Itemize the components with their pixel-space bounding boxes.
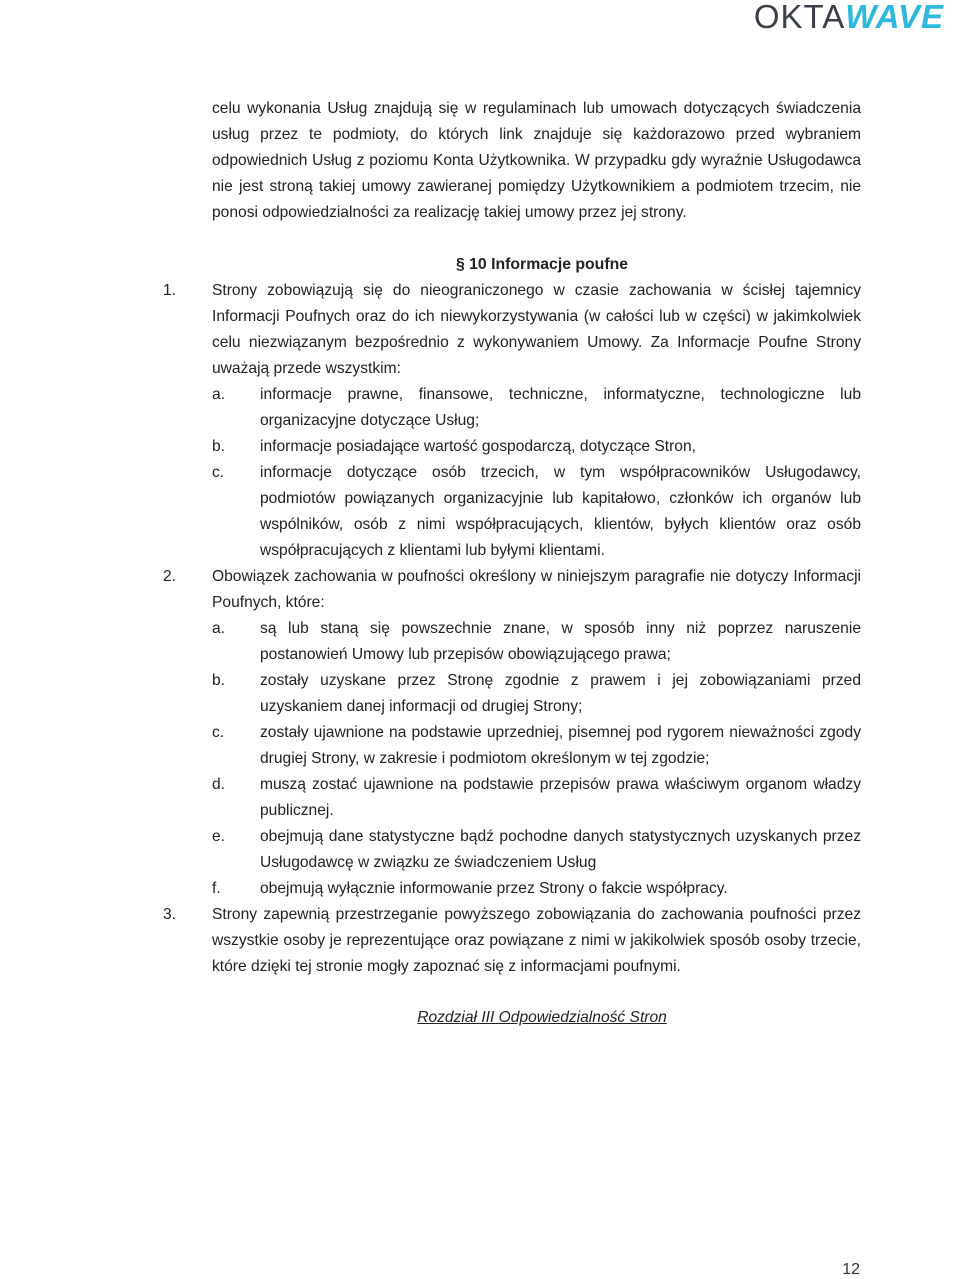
sub-item: [212, 460, 861, 564]
chapter-title: Rozdział III Odpowiedzialność Stron: [417, 1009, 667, 1026]
sub-item-text: informacje prawne, finansowe, techniczne, informatyczne, technologiczne lub organizacyjne dotyczące Usług;: [260, 386, 861, 429]
sub-item-text: zostały ujawnione na podstawie uprzedniej, pisemnej pod rygorem nieważności zgody drugiej Strony, w zakresie i podmiotom określonym w tej zgodzie;: [260, 724, 861, 767]
sub-item-letter: a.: [212, 620, 226, 637]
sub-item: [212, 434, 861, 460]
list-item: [163, 278, 861, 564]
item-number: 3.: [163, 906, 177, 923]
sub-item-text: informacje posiadające wartość gospodarczą, dotyczące Stron,: [260, 438, 696, 455]
oktawave-logo: [754, 0, 944, 34]
item-text: Obowiązek zachowania w poufności określony w niniejszym paragrafie nie dotyczy Informacji Poufnych, które:: [212, 568, 861, 611]
item-number: 2.: [163, 568, 177, 585]
intro-paragraph: celu wykonania Usług znajdują się w regulaminach lub umowach dotyczących świadczenia usług przez te podmioty, do których link znajduje się każdorazowo przed wybraniem odpowiednich Usług z poziomu Konta Użytkownika. W przypadku gdy wyraźnie Usługodawca nie jest stroną takiej umowy zawieranej pomiędzy Użytkownikiem a podmiotem trzecim, nie ponosi odpowiedzialności za realizację takiej umowy przez jej strony.: [212, 100, 861, 221]
logo-okta-text: OKTA: [753, 0, 846, 35]
sub-item-letter: b.: [212, 672, 226, 689]
sub-item: [212, 772, 861, 824]
sub-item-text: są lub staną się powszechnie znane, w sposób inny niż poprzez naruszenie postanowień Umowy lub przepisów obowiązującego prawa;: [260, 620, 861, 663]
item-text: Strony zapewnią przestrzeganie powyższego zobowiązania do zachowania poufności przez wszystkie osoby je reprezentujące oraz powiązane z nimi w jakikolwiek sposób osoby trzecie, które dzięki tej stronie mogły zapoznać się z informacjami poufnymi.: [212, 906, 861, 975]
logo-wave-text: WAVE: [845, 0, 944, 35]
sub-item: [212, 876, 861, 902]
sub-item: [212, 382, 861, 434]
sub-item: [212, 720, 861, 772]
sub-item-letter: f.: [212, 880, 221, 897]
sub-item-letter: a.: [212, 386, 226, 403]
page-number: 12: [842, 1261, 860, 1278]
sub-item-letter: d.: [212, 776, 226, 793]
sub-item-text: muszą zostać ujawnione na podstawie przepisów prawa właściwym organom władzy publicznej.: [260, 776, 861, 819]
sub-item: [212, 616, 861, 668]
sub-item-letter: c.: [212, 464, 225, 481]
item-text: Strony zobowiązują się do nieograniczonego w czasie zachowania w ścisłej tajemnicy Informacji Poufnych oraz do ich niewykorzystywania (w całości lub w części) w jakimkolwiek celu niezwiązanym bezpośrednio z wykonywaniem Umowy. Za Informacje Poufne Strony uważają przede wszystkim:: [212, 282, 861, 377]
sub-item-letter: c.: [212, 724, 225, 741]
document-body: [163, 96, 861, 1031]
list-item: [163, 564, 861, 902]
sub-item: [212, 668, 861, 720]
sub-item: [212, 824, 861, 876]
sub-item-text: obejmują wyłącznie informowanie przez Strony o fakcie współpracy.: [260, 880, 728, 897]
sub-item-letter: e.: [212, 828, 226, 845]
list-item: [163, 902, 861, 980]
sub-item-text: informacje dotyczące osób trzecich, w tym współpracowników Usługodawcy, podmiotów powiązanych organizacyjnie lub kapitałowo, członków ich organów lub wspólników, osób z nimi współpracujących, klientów, byłych klientów oraz osób współpracujących z klientami lub byłymi klientami.: [260, 464, 861, 559]
sub-item-text: obejmują dane statystyczne bądź pochodne danych statystycznych uzyskanych przez Usługodawcę w związku ze świadczeniem Usług: [260, 828, 861, 871]
sub-item-text: zostały uzyskane przez Stronę zgodnie z prawem i jej zobowiązaniami przed uzyskaniem danej informacji od drugiej Strony;: [260, 672, 861, 715]
sub-item-letter: b.: [212, 438, 226, 455]
item-number: 1.: [163, 282, 177, 299]
section-heading: § 10 Informacje poufne: [455, 256, 629, 273]
